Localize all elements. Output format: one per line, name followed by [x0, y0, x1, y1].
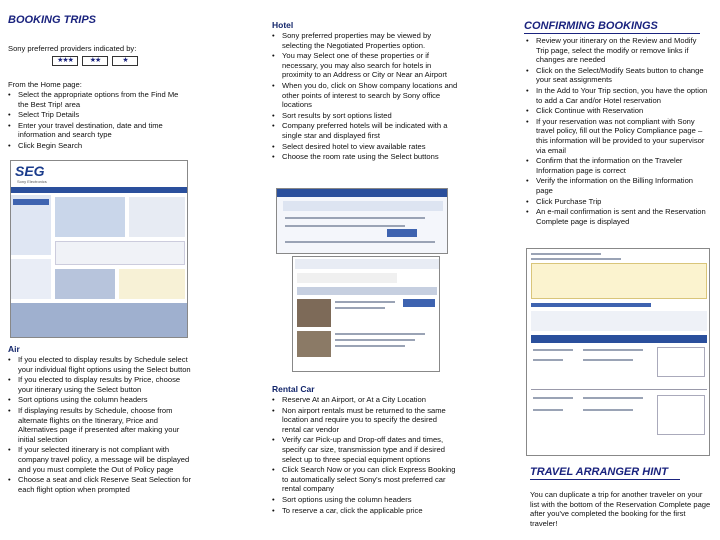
- list-item: • Sony preferred properties may be viewed by selecting the Negotiated Properties option.: [272, 31, 458, 50]
- placeholder-line: [335, 307, 385, 309]
- placeholder-line: [533, 359, 563, 361]
- travel-arranger-hint-text: You can duplicate a trip for another traveler on your list with the bottom of the Reservation Complete page after you've completed the booking for the first traveler!: [530, 490, 711, 528]
- list-item: • Company preferred hotels will be indicated with a single star and displayed first: [272, 121, 458, 140]
- hotel-options-row: [283, 201, 443, 211]
- travel-arranger-hint-banner: TRAVEL ARRANGER HINT: [530, 466, 668, 478]
- list-item: • Click Search Now or you can click Express Booking to automatically select Sony's most preferred car rental company: [272, 465, 458, 494]
- hotel-tabs-bar: [277, 189, 448, 197]
- confirm-steps-list: [526, 36, 710, 227]
- home-page-screenshot: [10, 160, 188, 338]
- placeholder-line: [285, 241, 435, 243]
- hotel-steps-list: [272, 31, 458, 163]
- list-item: • Non airport rentals must be returned to the same location and require you to specify the desired rental car vendor: [272, 406, 458, 435]
- find-best-trip-header: [13, 199, 49, 205]
- list-item: • Verify car Pick-up and Drop-off dates and times, specify car size, transmission type and if desired select up to three special equipment options: [272, 435, 458, 464]
- promo-image: [55, 269, 115, 299]
- list-item: • Enter your travel destination, date and time information and search type: [8, 121, 186, 140]
- middle-column: [272, 0, 508, 540]
- list-item: • Verify the information on the Billing Information page: [526, 176, 710, 195]
- list-item: • Choose a seat and click Reserve Seat Selection for each flight option when prompted: [8, 475, 194, 494]
- air-steps-list: [8, 355, 194, 495]
- sort-controls: [297, 273, 397, 283]
- placeholder-line: [531, 253, 601, 255]
- results-table-header: [297, 287, 437, 295]
- begin-search-button: [387, 229, 417, 237]
- list-item: • An e-mail confirmation is sent and the Reservation Complete page is displayed: [526, 207, 710, 226]
- list-item: • If your reservation was not compliant with Sony travel policy, fill out the Policy Compliance page – this information will be provided to your supervisor via email: [526, 117, 710, 155]
- home-steps-list: [8, 90, 186, 152]
- list-item: • Reserve At an Airport, or At a City Location: [272, 395, 458, 405]
- promo-box: [119, 269, 185, 299]
- list-item: • Sort options using the column headers: [272, 495, 458, 505]
- placeholder-line: [533, 409, 563, 411]
- placeholder-line: [583, 409, 633, 411]
- trip-details-header: [531, 335, 707, 343]
- list-item: • Sort options using the column headers: [8, 395, 194, 405]
- hotel-search-screenshot: [276, 188, 448, 254]
- list-item: • If you elected to display results by Price, choose your itinerary using the Select button: [8, 375, 194, 394]
- three-star-icon: ★★★: [52, 56, 78, 66]
- list-item: • If you elected to display results by Schedule select your individual flight options using the Select button: [8, 355, 194, 374]
- placeholder-line: [335, 333, 425, 335]
- preferred-providers-text: Sony preferred providers indicated by:: [8, 44, 137, 53]
- hint-rule: [530, 479, 680, 480]
- list-item: • You may Select one of these properties or if necessary, you may also search for hotels in proximity to an Address or City or Near an Airport: [272, 51, 458, 80]
- list-item: • To reserve a car, click the applicable price: [272, 506, 458, 516]
- hotel-photo: [297, 299, 331, 327]
- right-column: [522, 0, 718, 540]
- placeholder-line: [335, 339, 415, 341]
- news-panel: [129, 197, 185, 237]
- one-star-icon: ★: [112, 56, 138, 66]
- placeholder-line: [335, 301, 395, 303]
- list-item: • Click on the Select/Modify Seats button to change your seat assignments: [526, 66, 710, 85]
- progress-bar: [531, 303, 651, 307]
- rental-steps-list: [272, 395, 458, 516]
- list-item: • If displaying results by Schedule, choose from alternate flights on the Itinerary, Price and Alternatives page if presented after making your initial selection: [8, 406, 194, 444]
- placeholder-line: [531, 258, 621, 260]
- placeholder-line: [583, 349, 643, 351]
- hotel-results-screenshot: [292, 256, 440, 372]
- list-item: • Confirm that the information on the Traveler Information page is correct: [526, 156, 710, 175]
- placeholder-line: [583, 359, 633, 361]
- search-form-area: [55, 241, 185, 265]
- list-item: • Select the appropriate options from the Find Me the Best Trip! area: [8, 90, 186, 109]
- list-item: • When you do, click on Show company locations and other points of interest to search by Sony office locations: [272, 81, 458, 110]
- list-item: • Select Trip Details: [8, 110, 186, 120]
- left-column: [8, 0, 258, 540]
- hero-image: [55, 197, 125, 237]
- list-item: • Click Begin Search: [8, 141, 186, 151]
- divider: [531, 389, 707, 390]
- placeholder-line: [533, 397, 573, 399]
- air-heading: Air: [8, 344, 20, 354]
- list-item: • Sort results by sort options listed: [272, 111, 458, 121]
- trip-summary: [531, 311, 707, 331]
- nav-bar: [11, 187, 188, 193]
- hotel-heading: Hotel: [272, 20, 294, 30]
- placeholder-line: [583, 397, 643, 399]
- placeholder-line: [285, 217, 425, 219]
- results-header: [295, 259, 439, 269]
- list-item: • Review your itinerary on the Review and Modify Trip page, select the modify or remove links if changes are needed: [526, 36, 710, 65]
- placeholder-line: [533, 349, 573, 351]
- left-nav-lower: [11, 259, 51, 299]
- seg-logo-subtitle: Sony Electronics: [17, 179, 47, 184]
- list-item: • If your selected itinerary is not compliant with company travel policy, a message will be displayed and you must complete the Out of Policy page: [8, 445, 194, 474]
- booking-trips-banner: BOOKING TRIPS: [8, 14, 97, 26]
- list-item: • Select desired hotel to view available rates: [272, 142, 458, 152]
- list-item: • Click Purchase Trip: [526, 197, 710, 207]
- home-page-intro: From the Home page:: [8, 80, 82, 89]
- fare-box: [657, 347, 705, 377]
- seg-logo: SEG: [15, 163, 45, 179]
- select-rate-button: [403, 299, 435, 307]
- preferred-stars-legend: [52, 56, 138, 66]
- policy-notice: [531, 263, 707, 299]
- banner-rule: [524, 33, 700, 34]
- placeholder-line: [335, 345, 405, 347]
- two-star-icon: ★★: [82, 56, 108, 66]
- confirming-bookings-banner: CONFIRMING BOOKINGS: [524, 20, 658, 32]
- review-trip-screenshot: [526, 248, 710, 456]
- list-item: • In the Add to Your Trip section, you have the option to add a Car and/or Hotel reservation: [526, 86, 710, 105]
- fare-box: [657, 395, 705, 435]
- footer-image: [11, 303, 188, 338]
- hotel-photo: [297, 331, 331, 357]
- list-item: • Choose the room rate using the Select buttons: [272, 152, 458, 162]
- rental-car-heading: Rental Car: [272, 384, 315, 394]
- list-item: • Click Continue with Reservation: [526, 106, 710, 116]
- placeholder-line: [285, 225, 405, 227]
